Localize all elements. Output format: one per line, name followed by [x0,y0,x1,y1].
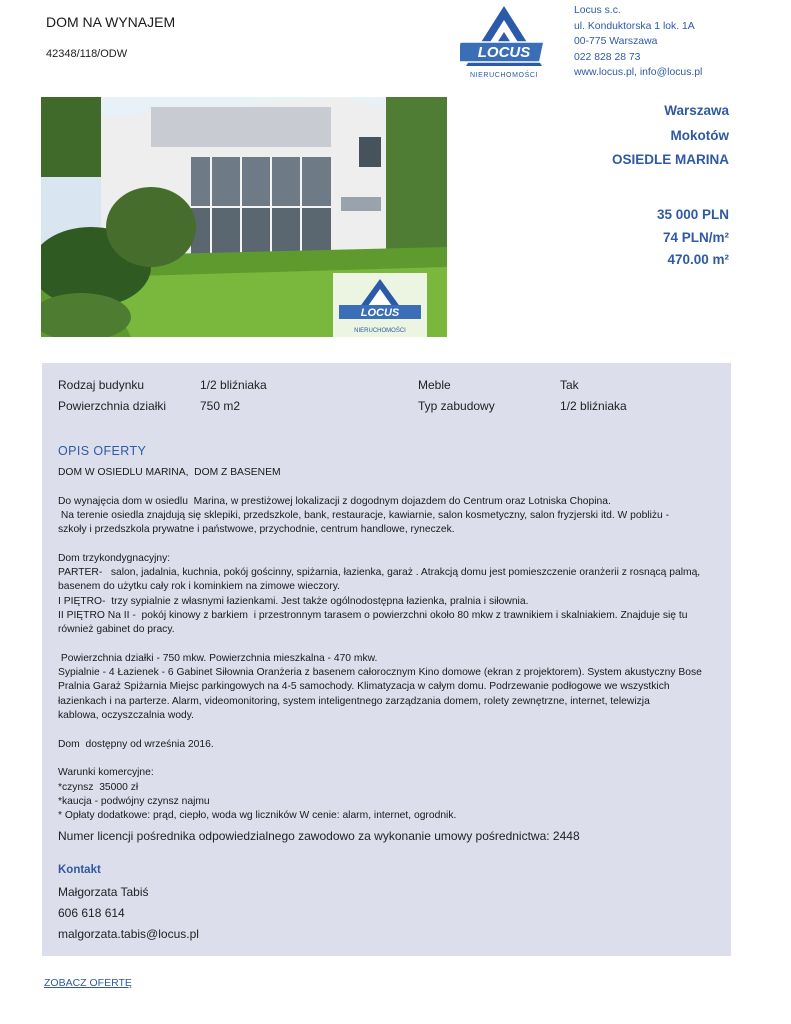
license-number: Numer licencji pośrednika odpowiedzialnego zawodowo za wykonanie umowy pośrednictwa: 2448 [58,829,580,843]
description-spacer [58,723,718,737]
description-line: basenem do użytku cały rok i kominkiem na zimowe wieczory. [58,581,340,593]
attribute-label: Typ zabudowy [418,399,495,413]
attribute-value: Tak [560,378,579,392]
attribute-label: Rodzaj budynku [58,378,145,392]
description-spacer [58,638,718,652]
description-line: Dom trzykondygnacyjny: [58,552,171,564]
description-line: Do wynajęcia dom w osiedlu Marina, w prestiżowej lokalizacji z dogodnym dojazdem do Centrum oraz Lotniska Chopina. [58,495,611,507]
description-line: II PIĘTRO Na II - pokój kinowy z barkiem i przestronnym tarasem o powierzchni około 80 mkw z trawnikiem i skalniakiem. Znajduje się tu [58,609,688,621]
description-spacer [58,537,718,551]
attribute-value: 1/2 bliźniaka [200,378,267,392]
property-photo [41,97,447,337]
photo-watermark-tagline: NIERUCHOMOŚCI [354,328,406,334]
price-total: 35 000 PLN [656,207,729,222]
description-line: Pralnia Garaż Spiżarnia Miejsc parkingowych na 4-5 samochody. Klimatyzacja w całym domu. Podrzewanie podłogowe we wszystkich [58,681,670,693]
contact-title: Kontakt [58,864,101,876]
attribute-row [58,399,678,420]
photo-watermark-wordmark: LOCUS [360,307,400,319]
description-spacer [58,480,718,494]
attribute-label: Meble [418,378,451,392]
agency-contact-block [574,3,702,81]
location-estate: OSIEDLE MARINA [611,152,729,167]
description-line: szkoły i przedszkola prywatne i państwowe, przychodnie, centrum handlowe, ryneczek. [58,524,455,536]
description-line: DOM W OSIEDLU MARINA, DOM Z BASENEM [58,467,281,478]
agency-street: ul. Konduktorska 1 lok. 1A [574,20,695,32]
attribute-label: Powierzchnia działki [58,399,167,413]
description-line: Powierzchnia działki - 750 mkw. Powierzchnia mieszkalna - 470 mkw. [58,652,378,664]
offer-reference-number: 42348/118/ODW [46,48,128,60]
description-line: łazienkach i na parterze. Alarm, videomonitoring, system inteligentnego zarządzania domem, rolety zewnętrzne, internet, telewizja [58,695,650,707]
description-line: *kaucja - podwójny czynsz najmu [58,795,210,807]
description-title: OPIS OFERTY [58,444,147,458]
description-text [58,466,718,823]
location-district: Mokotów [670,127,729,143]
description-line: *czynsz 35000 zł [58,781,139,793]
attribute-row [58,378,678,399]
attribute-value: 750 m2 [200,399,241,413]
offer-type-title: DOM NA WYNAJEM [46,14,176,30]
contact-block [58,882,199,945]
description-line: Na terenie osiedla znajdują się sklepiki, przedszkole, bank, restauracje, kawiarnie, salon kosmetyczny, salon fryzjerski itd. W pobliżu - [58,509,670,521]
description-line: Sypialnie - 4 Łazienek - 6 Gabinet Siłownia Oranżeria z basenem całorocznym Kino domowe (ekran z projektorem). System akustyczny Bose [58,667,702,679]
location-city: Warszawa [664,103,729,118]
description-spacer [58,752,718,766]
contact-phone: 606 618 614 [58,906,125,920]
contact-email[interactable]: malgorzata.tabis@locus.pl [58,927,199,941]
agency-name: Locus s.c. [574,5,621,16]
agency-web-email[interactable]: www.locus.pl, info@locus.pl [574,67,703,79]
description-line: również gabinet do pracy. [58,624,175,636]
attributes-table [58,378,678,420]
description-line: Dom dostępny od września 2016. [58,738,214,750]
price-per-m2: 74 PLN/m² [662,229,729,245]
description-line: * Opłaty dodatkowe: prąd, ciepło, woda wg liczników W cenie: alarm, internet, ogrodnik. [58,810,457,822]
locus-logo [460,4,548,84]
property-area: 470.00 m² [667,252,729,267]
description-line: Warunki komercyjne: [58,767,154,779]
price-block [657,204,729,272]
logo-wordmark: LOCUS [477,44,531,61]
attribute-value: 1/2 bliźniaka [560,399,627,413]
description-line: I PIĘTRO- trzy sypialnie z własnymi łazienkami. Jest także ogólnodostępna łazienka, pralnia i siłownia. [58,595,529,607]
see-offer-link[interactable]: ZOBACZ OFERTĘ [44,977,132,989]
description-line: kablowa, oczyszczalnia wody. [58,710,195,722]
logo-tagline: NIERUCHOMOŚCI [469,72,539,79]
location-block [612,99,729,173]
agency-city: 00-775 Warszawa [574,36,658,48]
description-line: PARTER- salon, jadalnia, kuchnia, pokój gościnny, spiżarnia, łazienka, garaż . Atrakcją domu jest pomieszczenie oranżerii z rosnącą palmą, [58,567,701,579]
contact-name: Małgorzata Tabiś [58,885,149,899]
agency-phone: 022 828 28 73 [574,51,641,63]
